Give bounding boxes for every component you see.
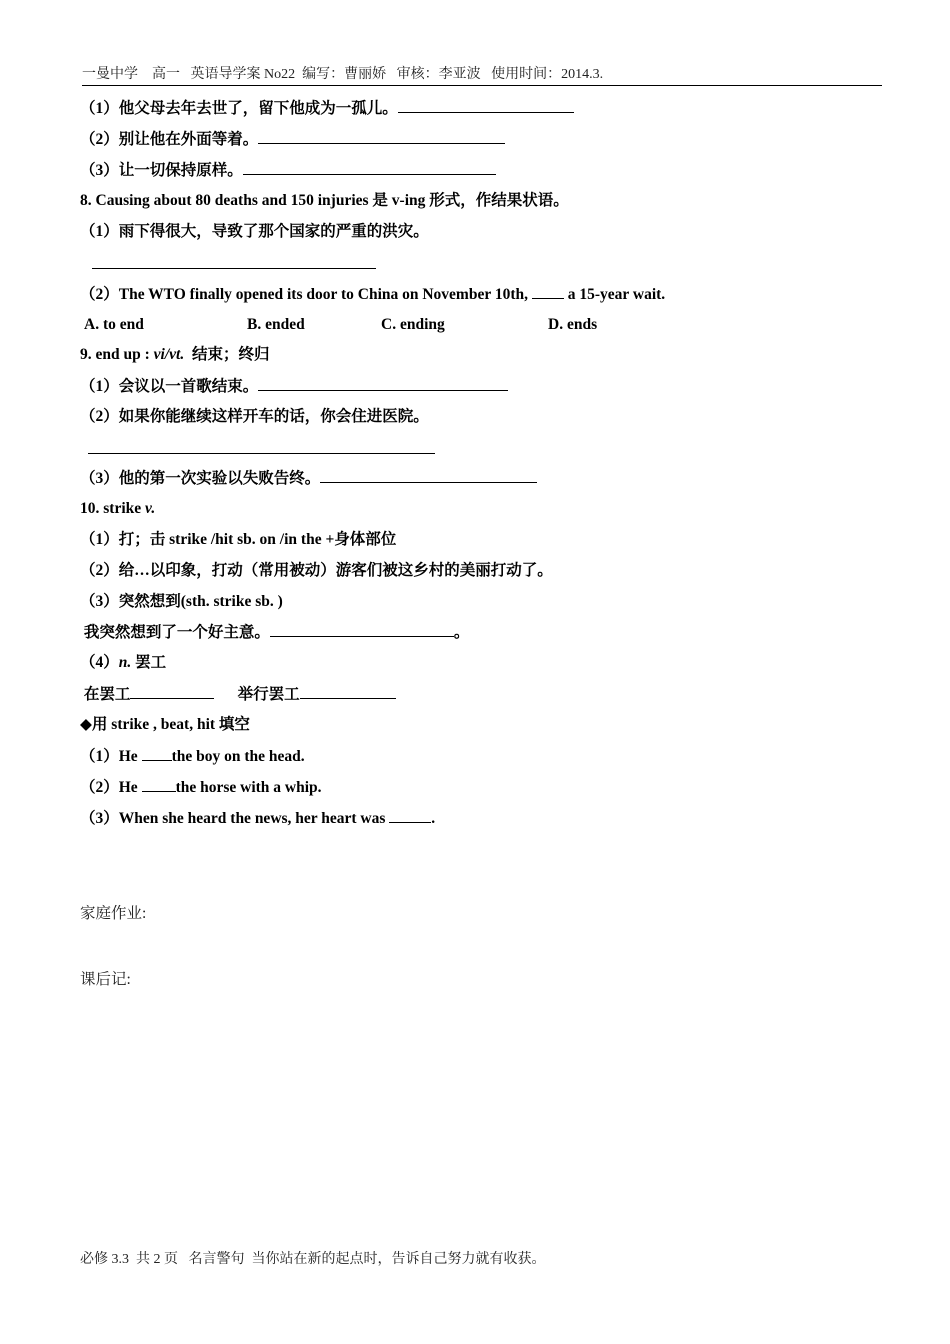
- line-text: （3）让一切保持原样。: [80, 162, 243, 179]
- answer-blank[interactable]: [258, 129, 505, 144]
- exercise-line: [80, 468, 537, 489]
- fill-in-instruction: ◆用 strike , beat, hit 填空: [80, 716, 250, 733]
- exercise-line: [80, 653, 166, 673]
- answer-line[interactable]: [92, 268, 376, 269]
- option-a[interactable]: A. to end: [84, 316, 144, 333]
- exercise-line: [80, 160, 496, 181]
- section-heading-8: 8. Causing about 80 deaths and 150 injuries 是 v-ing 形式，作结果状语。: [80, 192, 569, 209]
- line-text: 罢工: [131, 654, 167, 671]
- line-text: the horse with a whip.: [175, 779, 322, 796]
- line-text: a 15-year wait.: [563, 286, 666, 303]
- line-text: 举行罢工: [214, 686, 300, 703]
- line-text: （3）When she heard the news, her heart was: [80, 810, 390, 827]
- exercise-line: [80, 808, 435, 829]
- exercise-line: [80, 684, 396, 705]
- exercise-line: [80, 98, 574, 119]
- exercise-line: （2）如果你能继续这样开车的话，你会住进医院。: [80, 408, 429, 425]
- heading-text: 9. end up :: [80, 346, 154, 363]
- heading-text: 10. strike: [80, 500, 146, 517]
- answer-line[interactable]: [88, 453, 435, 454]
- exercise-line: （2）给…以印象，打动（常用被动）游客们被这乡村的美丽打动了。: [80, 562, 553, 579]
- exercise-line: [80, 129, 505, 150]
- heading-pos: v.: [145, 500, 156, 517]
- exercise-line: （3）突然想到(sth. strike sb. ): [80, 593, 283, 610]
- line-pos: n.: [118, 654, 132, 671]
- answer-blank[interactable]: [142, 746, 172, 761]
- answer-blank[interactable]: [142, 777, 176, 792]
- page-footer: 必修 3.3 共 2 页 名言警句 当你站在新的起点时，告诉自己努力就有收获。: [80, 1252, 546, 1267]
- line-text: 在罢工: [80, 686, 131, 703]
- heading-meaning: 结束；终归: [184, 346, 270, 363]
- exercise-line: [80, 746, 305, 767]
- answer-blank[interactable]: [532, 284, 564, 299]
- option-b[interactable]: B. ended: [247, 316, 305, 333]
- notes-label: 课后记:: [80, 971, 131, 988]
- line-text: （2）别让他在外面等着。: [80, 131, 259, 148]
- homework-label: 家庭作业:: [80, 905, 147, 922]
- exercise-line: （1）打；击 strike /hit sb. on /in the +身体部位: [80, 531, 397, 548]
- section-heading-10: [80, 499, 155, 519]
- line-text: （3）他的第一次实验以失败告终。: [80, 470, 321, 487]
- option-c[interactable]: C. ending: [381, 316, 445, 333]
- line-text: （2）He: [80, 779, 142, 796]
- answer-blank[interactable]: [320, 468, 537, 483]
- answer-blank[interactable]: [389, 808, 431, 823]
- line-text: 我突然想到了一个好主意。: [80, 624, 270, 641]
- line-text: （4）: [80, 654, 119, 671]
- exercise-line: [80, 622, 469, 643]
- answer-blank[interactable]: [258, 376, 508, 391]
- line-text: （2）The WTO finally opened its door to China on November 10th,: [80, 286, 532, 303]
- answer-blank[interactable]: [270, 622, 454, 637]
- answer-blank[interactable]: [300, 684, 396, 699]
- heading-pos: vi/vt.: [153, 346, 185, 363]
- exercise-line: [80, 376, 508, 397]
- answer-blank[interactable]: [398, 98, 574, 113]
- exercise-line: （1）雨下得很大，导致了那个国家的严重的洪灾。: [80, 223, 429, 240]
- line-text: （1）会议以一首歌结束。: [80, 378, 259, 395]
- line-text: .: [431, 810, 436, 827]
- exercise-line: [80, 284, 665, 305]
- page-header: 一曼中学 高一 英语导学案 No22 编写：曹丽娇 审核：李亚波 使用时间：2014.3.: [82, 66, 882, 86]
- line-text: （1）He: [80, 748, 142, 765]
- answer-blank[interactable]: [243, 160, 496, 175]
- line-text: the boy on the head.: [171, 748, 305, 765]
- exercise-line: [80, 777, 322, 798]
- answer-blank[interactable]: [130, 684, 214, 699]
- section-heading-9: [80, 345, 269, 365]
- line-text: 。: [453, 624, 470, 641]
- line-text: （1）他父母去年去世了，留下他成为一孤儿。: [80, 100, 398, 117]
- option-d[interactable]: D. ends: [548, 316, 598, 333]
